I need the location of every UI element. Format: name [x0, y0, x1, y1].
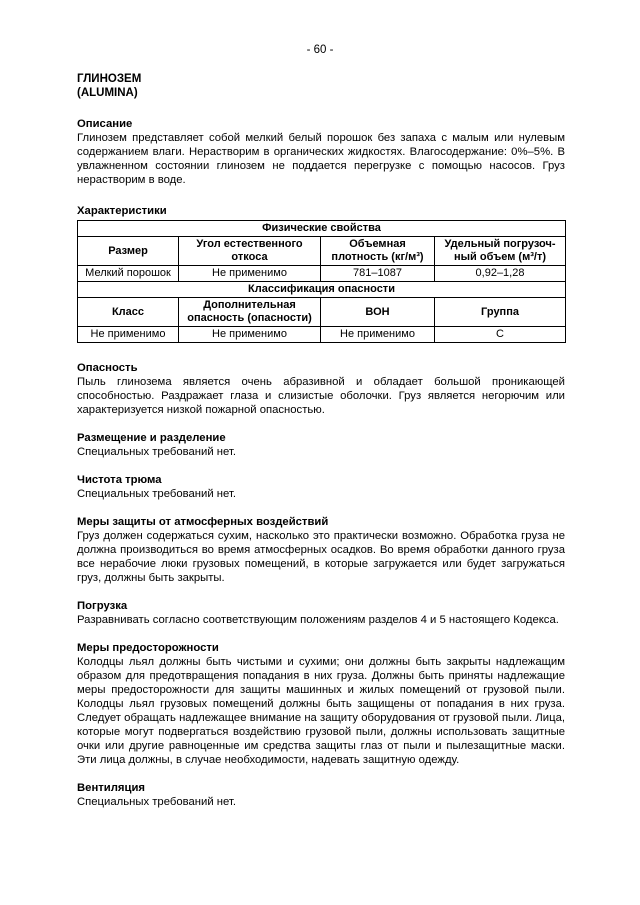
hazard-classification-header: Классификация опасности [78, 282, 566, 298]
hold-cleanliness-heading: Чистота трюма [77, 474, 162, 486]
column-bulk-density: Объемная плотность (кг/м³) [321, 237, 435, 266]
hazard-text: Пыль глинозема является очень абразивной и обладает большой проникающей способностью. Раздражает глаза и слизистые оболочки. Груз является негорючим или характеризуется низкой пожарной опасностью. [77, 376, 565, 416]
loading-text: Разравнивать согласно соответствующим положениям разделов 4 и 5 настоящего Кодекса. [77, 614, 559, 626]
value-subsidiary-hazard: Не применимо [179, 327, 321, 343]
hazard-section [77, 361, 565, 417]
cargo-title-ru: ГЛИНОЗЕМ [77, 73, 142, 85]
value-size: Мелкий порошок [78, 266, 179, 282]
value-bulk-density: 781–1087 [321, 266, 435, 282]
value-mhb: Не применимо [321, 327, 435, 343]
description-text: Глинозем представляет собой мелкий белый порошок без запаха с малым или нулевым содержанием влаги. Нерастворим в органических жидкостях. Влагосодержание: 0%–5%. В увлажненном состоянии глинозем не поддается перегрузке с помощью насосов. Груз нерастворим в воде. [77, 132, 565, 186]
page-number: - 60 - [306, 44, 334, 56]
value-group: С [435, 327, 566, 343]
stowage-heading: Размещение и разделение [77, 432, 226, 444]
description-section [77, 117, 565, 187]
loading-heading: Погрузка [77, 600, 128, 612]
column-mhb: ВОН [321, 298, 435, 327]
ventilation-section [77, 781, 565, 809]
column-angle-of-repose: Угол естественного откоса [179, 237, 321, 266]
hold-cleanliness-text: Специальных требований нет. [77, 488, 236, 500]
cargo-title-en: (ALUMINA) [77, 87, 138, 99]
column-subsidiary-hazard: Дополнительная опасность (опасности) [179, 298, 321, 327]
column-group: Группа [435, 298, 566, 327]
description-heading: Описание [77, 118, 133, 130]
value-class: Не применимо [78, 327, 179, 343]
value-angle-of-repose: Не применимо [179, 266, 321, 282]
precautions-section [77, 641, 565, 767]
characteristics-table [77, 220, 566, 343]
physical-properties-header: Физические свойства [78, 221, 566, 237]
value-stowage-factor: 0,92–1,28 [435, 266, 566, 282]
column-class: Класс [78, 298, 179, 327]
weather-precautions-heading: Меры защиты от атмосферных воздействий [77, 516, 329, 528]
hold-cleanliness-section [77, 473, 565, 501]
loading-section [77, 599, 565, 627]
weather-precautions-text: Груз должен содержаться сухим, насколько это практически возможно. Обработка груза не должна производиться во время атмосферных осадков. Во время обработки данного груза все нерабочие люки грузовых помещений, в которые загружается или будет загружаться груз, должны быть закрыты. [77, 530, 565, 584]
characteristics-heading: Характеристики [77, 205, 167, 217]
weather-precautions-section [77, 515, 565, 585]
ventilation-heading: Вентиляция [77, 782, 145, 794]
document-body [77, 72, 565, 809]
column-size: Размер [78, 237, 179, 266]
hazard-heading: Опасность [77, 362, 138, 374]
precautions-heading: Меры предосторожности [77, 642, 219, 654]
precautions-text: Колодцы льял должны быть чистыми и сухими; они должны быть закрыты надлежащим образом для предотвращения попадания в них груза. Должны быть приняты надлежащие меры предосторожности для защиты машинных и жилых помещений от грузовой пыли. Колодцы льял грузовых помещений должны быть защищены от попадания в них груза. Следует обращать надлежащее внимание на защиту оборудования от грузовой пыли. Лица, которые могут подвергаться воздействию грузовой пыли, должны использовать защитные очки или другие равноценные им средства защиты глаз от пыли и пылезащитные маски. Эти лица должны, в случае необходимости, надевать защитную одежду. [77, 656, 565, 766]
characteristics-section [77, 204, 565, 343]
ventilation-text: Специальных требований нет. [77, 796, 236, 808]
stowage-section [77, 431, 565, 459]
column-stowage-factor: Удельный погрузоч-ный объем (м³/т) [435, 237, 566, 266]
stowage-text: Специальных требований нет. [77, 446, 236, 458]
